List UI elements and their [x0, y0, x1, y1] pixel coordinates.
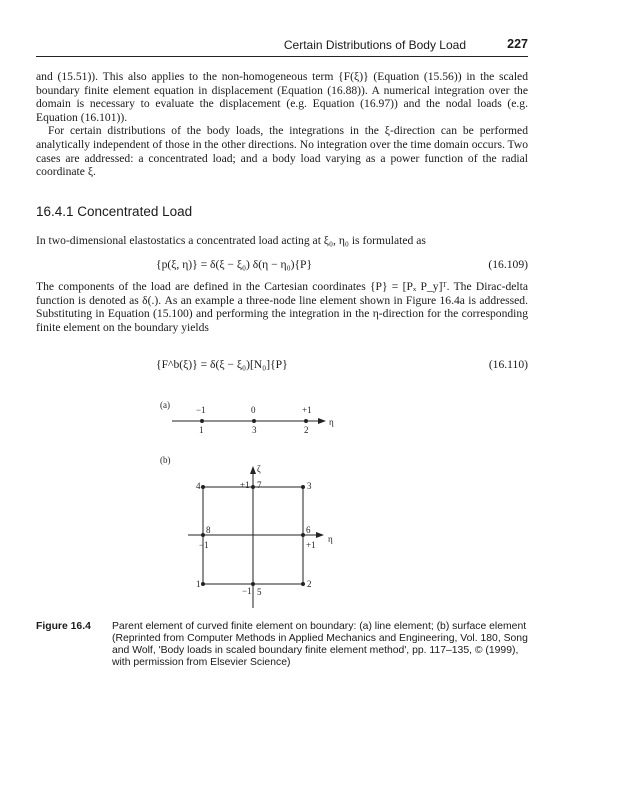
eta-arrow-head	[318, 418, 326, 424]
surface-node-5	[251, 582, 255, 586]
eta-label-line: η	[329, 417, 334, 427]
surface-node-4	[201, 485, 205, 489]
page-number: 227	[507, 37, 528, 51]
surface-node-1	[201, 582, 205, 586]
line-tick-plus1: +1	[302, 405, 312, 415]
paragraph-concentrated-load-intro: In two-dimensional elastostatics a concentrated load acting at ξ₀, η₀ is formulated as	[36, 234, 426, 247]
section-heading: 16.4.1 Concentrated Load	[36, 204, 193, 219]
paragraph-continued: and (15.51)). This also applies to the non-homogeneous term {F(ξ)} (Equation (15.56)) in the scaled boundary finite element equation in displacement (Equation (16.88)). A numerical integration over the domain is necessary to evaluate the displacement (e.g. Equation (16.97)) and the nodal loads (e.g. Equation (16.101)).	[36, 70, 528, 124]
line-node-label-2: 2	[304, 425, 309, 435]
surface-node-8	[201, 533, 205, 537]
surface-node-2	[301, 582, 305, 586]
line-node-label-3: 3	[252, 425, 257, 435]
equation-16-109: {p(ξ, η)} = δ(ξ − ξ₀) δ(η − η₀){P}	[156, 258, 313, 271]
zeta-label: ζ	[257, 464, 261, 474]
equation-16-110: {F^b(ξ)} = δ(ξ − ξ₀)[N₀]{P}	[156, 358, 288, 371]
line-node-1	[200, 419, 204, 423]
surface-node-7	[251, 485, 255, 489]
line-node-2	[304, 419, 308, 423]
line-tick-minus1: −1	[196, 405, 206, 415]
eta-arrow-head-surface	[316, 532, 324, 538]
figure-caption-label: Figure 16.4	[36, 621, 91, 632]
line-node-3	[252, 419, 256, 423]
surface-node-label-4: 4	[196, 481, 201, 491]
surface-tick-bottom: −1	[242, 586, 252, 596]
eta-label-surface: η	[328, 534, 333, 544]
panel-b-label: (b)	[160, 455, 171, 465]
surface-tick-top: +1	[240, 480, 250, 490]
line-tick-0: 0	[251, 405, 256, 415]
zeta-arrow-head	[250, 466, 256, 474]
surface-node-label-6: 6	[306, 525, 311, 535]
panel-a-label: (a)	[160, 400, 170, 410]
running-title: Certain Distributions of Body Load	[283, 38, 466, 52]
surface-node-label-7: 7	[257, 480, 262, 490]
paragraph-load-components: The components of the load are defined in the Cartesian coordinates {P} = [Pₓ P_y]ᵀ. The Dirac-delta function is denoted as δ(.). As an example a three-node line element shown in Figure 16.4a is addressed. Substituting in Equation (15.100) and performing the integration in the η-direction for the corresponding finite element on the boundary yields	[36, 280, 528, 334]
figure-caption-text: Parent element of curved finite element on boundary: (a) line element; (b) surface element (Reprinted from Computer Methods in Applied Mechanics and Engineering, Vol. 180, Song and Wolf, 'Body loads in scaled boundary finite element method', pp. 117–135, © (1999), with permission from Elsevier Science)	[112, 621, 528, 668]
figure-caption	[36, 621, 528, 669]
paragraph-body-load-distribution: For certain distributions of the body loads, the integrations in the ξ-direction can be performed analytically independent of those in the other directions. No integration over the time domain occurs. Two cases are addressed: a concentrated load; and a body load varying as a power function of the radial coordinate ξ.	[36, 124, 528, 179]
surface-node-3	[301, 485, 305, 489]
line-node-label-1: 1	[199, 425, 204, 435]
surface-tick-left: −1	[199, 540, 209, 550]
equation-number-16-110: (16.110)	[488, 358, 528, 371]
surface-tick-right: +1	[306, 540, 316, 550]
equation-number-16-109: (16.109)	[488, 258, 528, 271]
surface-node-label-2: 2	[307, 579, 312, 589]
surface-node-label-5: 5	[257, 587, 262, 597]
surface-node-label-3: 3	[307, 481, 312, 491]
surface-node-label-8: 8	[206, 525, 211, 535]
surface-node-6	[301, 533, 305, 537]
surface-node-label-1: 1	[196, 579, 201, 589]
